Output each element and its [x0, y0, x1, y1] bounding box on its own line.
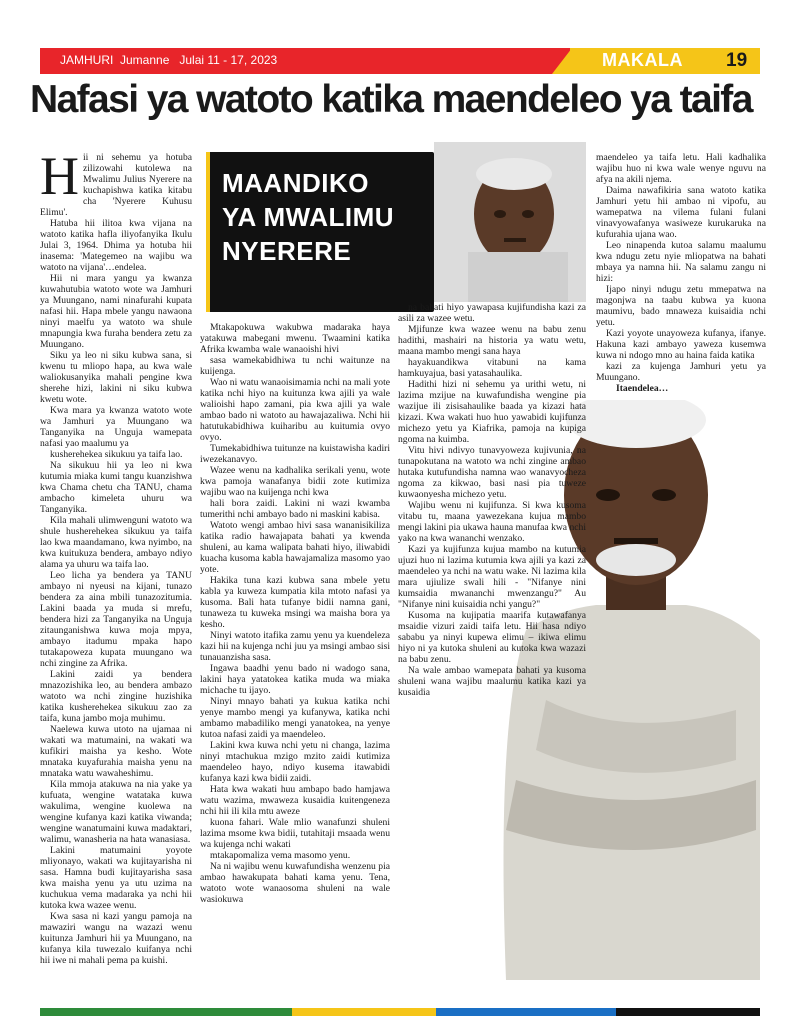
- paragraph: Kazi yoyote unayoweza kufanya, ifanye. Hakuna kazi ambayo yaweza kusemwa kuwa ni ndogo mno au haina faida katika: [596, 328, 766, 361]
- paragraph: Kazi ya kujifunza kujua mambo na kutumia ujuzi huo ni lazima kutumia kwa ajili ya kazi za maendeleo ya nchi na watu wake. Ni lazima kila mara ujiulize swali hili - "Nifanye nini kumsaidia mwananchi mwenzangu?" Au "Nifanye nini kuisaidia nchi yangu?": [398, 544, 586, 610]
- paragraph: Vitu hivi ndivyo tunavyoweza kujivunia, na tunapokutana na watoto wa nchi zingine ambao hutaka kutufundisha namna wao wanavyocheza ngoma za kikwao, basi nasi pia tuweze kuwaonyesha michezo yetu.: [398, 445, 586, 500]
- paragraph: Wao ni watu wanaoisimamia nchi na mali yote katika nchi hiyo na kuitunza kwa ajili ya wale walioishi hapo zamani, pia kwa ajili ya wale ambao bado ni watoto au hawajazaliwa. Nchi hii hatutukabidhiwa kuiharibu au kuitumia ovyo ovyo.: [200, 377, 390, 443]
- article-column-3: [398, 302, 586, 698]
- paragraph: Lakini matumaini yoyote mliyonayo, wakati wa kujitayarisha ni sasa. Hamna budi kujitayarisha sasa kwa maisha yenu ya utu uzima na kuchukua vema madaraka ya nchi hii kutoka kwa wazee wenu.: [40, 845, 192, 911]
- paragraph: Ninyi mnayo bahati ya kukua katika nchi yenye mambo mengi ya kufanywa, katika nchi ambamo mabadiliko mengi yanatokea, na yenye kutoa nafasi zaidi ya maendeleo.: [200, 696, 390, 740]
- banner-line-1: MAANDIKO: [222, 168, 369, 198]
- header-diagonal: [552, 48, 572, 74]
- paragraph: Mtakapokuwa wakubwa madaraka haya yatakuwa mabegani mwenu. Twaamini katika Afrika kwamba wale wanaoishi hivi: [200, 322, 390, 355]
- paragraph: Leo licha ya bendera ya TANU ambayo ni nyeusi na kijani, tunazo bendera za aina mbili tunazozitumia. Lakini baada ya muda si mrefu, bendera hizi za Tanganyika na Unguja zitaunganishwa kuwa moja mpya, ambayo itadumu mpaka hapo tutakapoweza kupata muungano wa nchi zingine za Afrika.: [40, 570, 192, 669]
- banner-accent-stripe: [206, 152, 210, 312]
- paragraph: Daima nawafikiria sana watoto katika Jamhuri yetu hii ambao ni vipofu, au wamepatwa na vilema fulani fulani vinavyowafanya wasiweze kurukaruka na kufurahia ujana wao.: [596, 185, 766, 240]
- paragraph: kuona fahari. Wale mlio wanafunzi shuleni lazima msome kwa bidii, tutahitaji msaada wenu wa kujenga nchi wakati: [200, 817, 390, 850]
- paragraph: Hii ni mara yangu ya kwanza kuwahutubia watoto wote wa Jamhuri ya Muungano, nami ninafurahi kupata nafasi hii. Hapa mbele yangu nawaona ninyi maelfu ya watoto wa shule mnapungia kwa furaha bendera zetu za Muungano.: [40, 273, 192, 350]
- paragraph: Kwa sasa ni kazi yangu pamoja na mawaziri wangu na wazazi wenu kuitunza Jamhuri hii ya Muungano, na kufanya kila tuwezalo kuifanya nchi hii iwe ni mahali pema pa kuishi.: [40, 911, 192, 966]
- paragraph: Hadithi hizi ni sehemu ya urithi wetu, ni lazima mzijue na kuwafundisha wengine pia wazijue ili zisisahaulike baada ya kizazi hata kizazi. Kwa wakati huo huo yawabidi kujifunza michezo yetu ya Kiafrika, pamoja na kupiga ngoma na kuimba.: [398, 379, 586, 445]
- page-header: [40, 48, 760, 74]
- paragraph: Siku ya leo ni siku kubwa sana, si kwenu tu mliopo hapa, au kwa wale waliokusanyika mahali pengine kwa sherehe hizi, lakini ni siku kubwa kwetu wote.: [40, 350, 192, 405]
- column-banner: [206, 152, 434, 312]
- paragraph: Leo ninapenda kutoa salamu maalumu kwa ndugu zetu nyie mliopatwa na bahati mbaya ya namna hii. Na salamu zangu ni hizi:: [596, 240, 766, 284]
- publication-meta: JAMHURI Jumanne Julai 11 - 17, 2023: [60, 53, 278, 67]
- paragraph: kazi za kujenga Jamhuri yetu ya Muungano.: [596, 361, 766, 383]
- paragraph: hayakuandikwa vitabuni na kama hamkuyajua, basi yatasahaulika.: [398, 357, 586, 379]
- banner-line-3: NYERERE: [222, 236, 352, 266]
- paragraph: Kwa mara ya kwanza watoto wote wa Jamhuri ya Muungano wa Tanganyika na Unguja wamepata nafasi yao maalumu ya: [40, 405, 192, 449]
- paragraph: Hata kwa wakati huu ambapo bado hamjawa watu wazima, mwaweza kusaidia kuitengeneza nchi hii ili kila mtu aweze: [200, 784, 390, 817]
- paragraph: Tumekabidhiwa tuitunze na kuistawisha kadiri iwezekanavyo.: [200, 443, 390, 465]
- page-number: 19: [726, 50, 748, 71]
- paragraph: Ingawa baadhi yenu bado ni wadogo sana, lakini haya yatatokea katika muda wa miaka michache tu ijayo.: [200, 663, 390, 696]
- paragraph: Watoto wengi ambao hivi sasa wananisikiliza katika radio hawajapata bahati ya kwenda shuleni, au kama walipata bahati hiyo, iliwabidi kuacha kusoma kabla hawajamaliza masomo yao yote.: [200, 520, 390, 575]
- article-column-1: [40, 146, 192, 966]
- paragraph: Kusoma na kujipatia maarifa kutawafanya msaidie vizuri zaidi taifa letu. Hii hasa ndiyo sababu ya ninyi kupewa elimu – ikiwa elimu hiyo ni ya kutoka shuleni au kutoka kwa wazazi na babu zenu.: [398, 610, 586, 665]
- paragraph: Mjifunze kwa wazee wenu na babu zenu hadithi, mashairi na historia ya watu wetu, maana mambo mengi sana haya: [398, 324, 586, 357]
- paragraph: Ijapo ninyi ndugu zetu mmepatwa na magonjwa na taabu kubwa ya kuona maumivu, bado mnaweza kuisaidia nchi yetu.: [596, 284, 766, 328]
- paragraph: Na ni wajibu wenu kuwafundisha wenzenu pia ambao hawakupata bahati kama yenu. Tena, watoto wote wanaosoma shuleni na wale wasiokuwa: [200, 861, 390, 905]
- paragraph: ii ni sehemu ya hotuba zilizowahi kutolewa na Mwalimu Julius Nyerere na kuchapishwa katika kitabu cha 'Nyerere Kuhusu Elimu'.: [40, 152, 192, 218]
- paragraph: na bahati hiyo yawapasa kujifundisha kazi za asili za wazee wetu.: [398, 302, 586, 324]
- paragraph: Kila mahali ulimwenguni watoto wa shule husherehekea sikukuu ya taifa lao kwa maandamano, kwa nyimbo, na kwa kuitukuza bendera, ambayo ndiyo alama ya uhuru wa taifa lao.: [40, 515, 192, 570]
- article-signoff: Itaendelea…: [616, 383, 669, 394]
- section-label: MAKALA: [602, 50, 683, 70]
- paragraph: mtakapomaliza vema masomo yenu.: [210, 850, 351, 861]
- paragraph: Hatuba hii ilitoa kwa vijana na watoto katika hafla iliyofanyika Ikulu Julai 3, 1964. Dhima ya hotuba hii inasema: 'Mategemeo na wajibu wa watoto na vijana'…endelea.: [40, 218, 192, 273]
- paragraph: Na sikukuu hii ya leo ni kwa kutumia miaka kumi tangu kuanzishwa kwa Chama chetu cha TANU, chama ambacho kimeleta uhuru wa Tanganyika.: [40, 460, 192, 515]
- paragraph: Naelewa kuwa utoto na ujamaa ni wakati wa matumaini, na wakati wa kufikiri maisha ya kesho. Wote mnataka kuyafurahia maisha yenu na mnataka watu wawaheshimu.: [40, 724, 192, 779]
- portrait-photo-small: [434, 142, 586, 302]
- paragraph: Wazee wenu na kadhalika serikali yenu, wote kwa pamoja wanafanya bidii zote kutimiza wajibu wao na kuijenga nchi kwa: [200, 465, 390, 498]
- paragraph: Lakini zaidi ya bendera mnazozishika leo, au bendera ambazo watoto wa nchi zingine huzishika katika kusherehekea sikukuu zao za taifa, kuna jambo moja muhimu.: [40, 669, 192, 724]
- paragraph: Wajibu wenu ni kujifunza. Si kwa kusoma vitabu tu, maana yawezekana kujua mambo mengi lakini pia ukawa hauna manufaa kwa nchi yako na kwa wananchi wenzako.: [398, 500, 586, 544]
- paragraph: Lakini kwa kuwa nchi yetu ni changa, lazima ninyi mtachukua mzigo mzito zaidi kutimiza maendeleo hayo, ndiyo kusema itawabidi kufanya kazi kwa bidii zaidi.: [200, 740, 390, 784]
- banner-line-2: YA MWALIMU: [222, 202, 395, 232]
- drop-cap: H: [40, 146, 79, 206]
- paragraph: sasa wamekabidhiwa tu nchi waitunze na kuijenga.: [200, 355, 390, 377]
- paragraph: Ninyi watoto itafika zamu yenu ya kuendeleza kazi hii na kujenga nchi juu ya msingi ambao sisi tunauanzisha sasa.: [200, 630, 390, 663]
- paragraph: hali bora zaidi. Lakini ni wazi kwamba tumerithi nchi ambayo bado ni maskini kabisa.: [200, 498, 390, 520]
- paragraph: Na wale ambao wamepata bahati ya kusoma shuleni wana wajibu maalumu katika kazi ya kusaidia: [398, 665, 586, 698]
- paragraph: kusherehekea sikukuu ya taifa lao.: [50, 449, 183, 460]
- footer-color-bar: [40, 1008, 760, 1016]
- article-column-4: [596, 152, 766, 394]
- article-column-2: [200, 322, 390, 905]
- paragraph: maendeleo ya taifa letu. Hali kadhalika wajibu huo ni kwa wale wenye nguvu na afya na akili njema.: [596, 152, 766, 185]
- paragraph: Kila mmoja atakuwa na nia yake ya kufuata, wengine watataka kuwa wakulima, wengine kuolewa na wengine kufanya kazi katika viwanda; wengine wanatumaini kuwa madaktari, walimu, wanasheria na hata wanasiasa.: [40, 779, 192, 845]
- article-headline: Nafasi ya watoto katika maendeleo ya taifa: [30, 78, 752, 121]
- paragraph: Hakika tuna kazi kubwa sana mbele yetu kabla ya kuweza kumpatia kila mtoto nafasi ya kusoma. Bali hata tufanye bidii namna gani, tunaweza tu kuweka msingi wa maisha bora ya kesho.: [200, 575, 390, 630]
